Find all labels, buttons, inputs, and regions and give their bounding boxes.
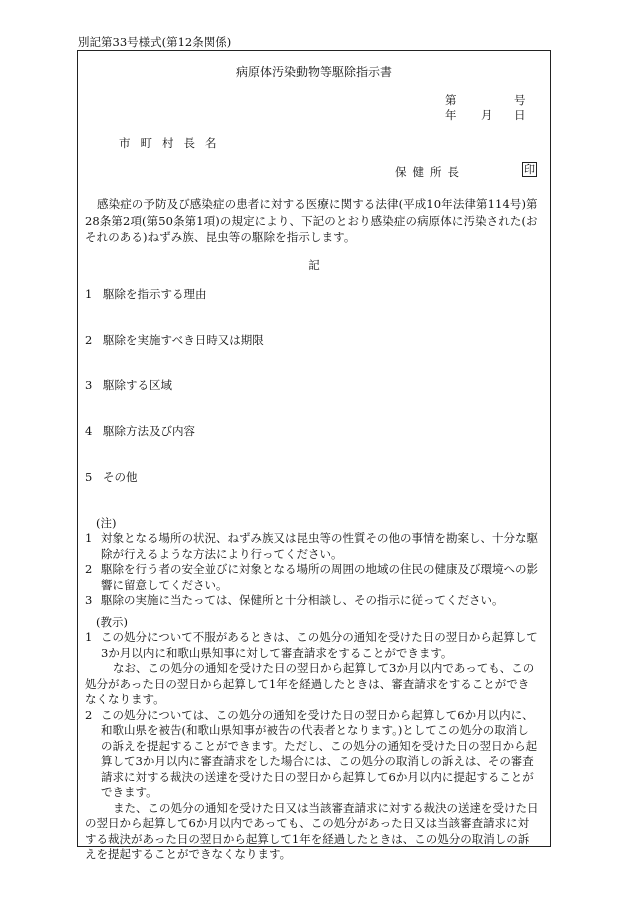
note-text: 駆除の実施に当たっては、保健所と十分相談し、その指示に従ってください。 — [101, 593, 504, 607]
teaching-entry — [85, 630, 540, 661]
teaching-text-continued: また、この処分の通知を受けた日又は当該審査請求に対する裁決の送達を受けた日の翌日から起算して6か月以内であっても、この処分があった日又は当該審査請求に対する裁決があった日の翌日から起算して1年を経過したときは、この処分の取消しの訴えを提起することができなくなります。 — [85, 800, 539, 861]
list-item — [85, 469, 138, 485]
list-item — [85, 332, 264, 348]
item-number: 3 — [85, 378, 93, 392]
teaching-section — [85, 630, 540, 863]
list-item — [85, 423, 195, 439]
recipient-name: 市町村長名 — [119, 136, 227, 150]
list-item — [85, 377, 172, 393]
item-number: 1 — [85, 287, 93, 301]
notes-list — [85, 531, 540, 609]
form-number: 別記第33号様式(第12条関係) — [78, 35, 232, 49]
note-entry — [85, 531, 540, 562]
note-number: 1 — [85, 531, 93, 545]
item-text: 駆除を実施すべき日時又は期限 — [103, 333, 264, 347]
seal-mark: 印 — [524, 163, 535, 176]
document-number-suffix: 号 — [514, 93, 526, 107]
document-title: 病原体汚染動物等駆除指示書 — [235, 65, 392, 79]
date-day-label: 日 — [514, 108, 526, 122]
document-number-prefix: 第 — [445, 93, 457, 107]
list-item — [85, 286, 207, 302]
teaching-text: この処分については、この処分の通知を受けた日の翌日から起算して6か月以内に、和歌山県を被告(和歌山県知事が被告の代表者となります。)としてこの処分の取消しの訴えを提起することができます。ただし、この処分の通知を受けた日の翌日から起算して3か月以内に審査請求をした場合には、この処分の取消しの訴えは、その審査請求に対する裁決の送達を受けた日の翌日から起算して6か月以内に提起することができます。 — [101, 707, 538, 799]
document-frame — [77, 50, 551, 861]
note-entry — [85, 562, 540, 593]
issuer-name: 保健所長 — [395, 165, 465, 179]
note-text: 駆除を行う者の安全並びに対象となる場所の周囲の地域の住民の健康及び環境への影響に留意してください。 — [101, 562, 538, 592]
intro-paragraph: 感染症の予防及び感染症の患者に対する医療に関する法律(平成10年法律第114号)第28条第2項(第50条第1項)の規定により、下記のとおり感染症の病原体に汚染された(おそれのある)ねずみ族、昆虫等の駆除を指示します。 — [85, 197, 538, 244]
item-text: 駆除方法及び内容 — [103, 424, 195, 438]
date-year-label: 年 — [445, 108, 457, 122]
note-number: 3 — [85, 593, 93, 607]
teaching-number: 2 — [85, 707, 93, 722]
item-text: その他 — [103, 470, 138, 484]
teaching-number: 1 — [85, 630, 93, 644]
ki-heading: 記 — [308, 258, 320, 272]
note-number: 2 — [85, 562, 93, 576]
date-month-label: 月 — [481, 108, 493, 122]
item-text: 駆除する区域 — [103, 378, 172, 392]
item-number: 2 — [85, 333, 93, 347]
item-text: 駆除を指示する理由 — [103, 287, 207, 301]
teaching-heading: (教示) — [96, 615, 128, 629]
notes-heading: (注) — [96, 516, 117, 530]
item-number: 4 — [85, 424, 93, 438]
note-entry — [85, 593, 540, 609]
teaching-text: この処分について不服があるときは、この処分の通知を受けた日の翌日から起算して3か月以内に和歌山県知事に対して審査請求をすることができます。 — [101, 630, 538, 660]
item-number: 5 — [85, 470, 93, 484]
teaching-text-continued: なお、この処分の通知を受けた日の翌日から起算して3か月以内であっても、この処分があった日の翌日から起算して1年を経過したときは、審査請求をすることができなくなります。 — [85, 661, 535, 706]
note-text: 対象となる場所の状況、ねずみ族又は昆虫等の性質その他の事情を勘案し、十分な駆除が行えるような方法により行ってください。 — [101, 531, 538, 561]
teaching-entry — [85, 708, 540, 801]
